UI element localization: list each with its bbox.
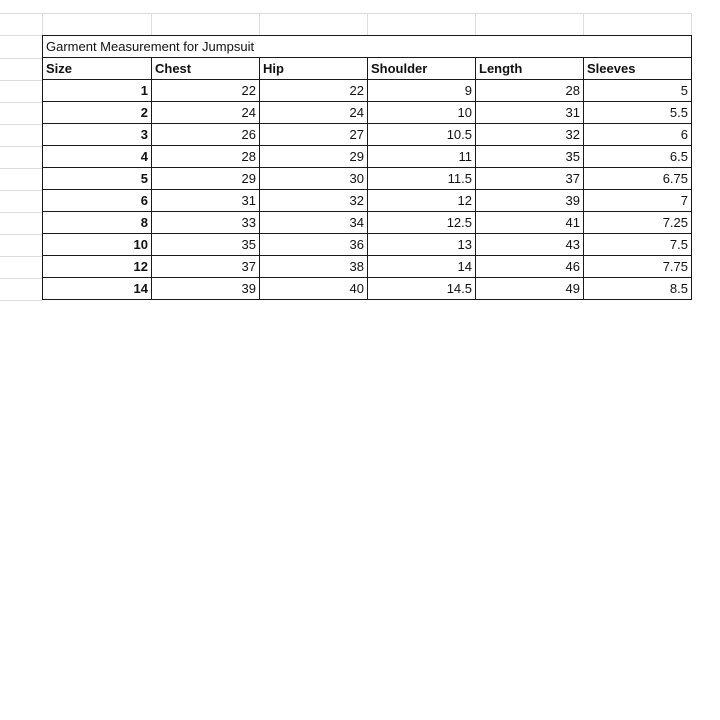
cell-size[interactable]: 2 [43, 102, 152, 124]
cell-length[interactable]: 43 [476, 234, 584, 256]
cell-hip[interactable]: 24 [260, 102, 368, 124]
table-row [43, 234, 692, 256]
cell-hip[interactable]: 30 [260, 168, 368, 190]
table-row [43, 168, 692, 190]
measurement-table [42, 35, 692, 300]
cell-size[interactable]: 10 [43, 234, 152, 256]
cell-length[interactable]: 31 [476, 102, 584, 124]
cell-chest[interactable]: 26 [152, 124, 260, 146]
cell-hip[interactable]: 22 [260, 80, 368, 102]
cell-shoulder[interactable]: 10.5 [368, 124, 476, 146]
cell-shoulder[interactable]: 12.5 [368, 212, 476, 234]
cell-chest[interactable]: 33 [152, 212, 260, 234]
table-row [43, 80, 692, 102]
cell-hip[interactable]: 32 [260, 190, 368, 212]
cell-length[interactable]: 49 [476, 278, 584, 300]
cell-hip[interactable]: 34 [260, 212, 368, 234]
cell-length[interactable]: 37 [476, 168, 584, 190]
cell-length[interactable]: 46 [476, 256, 584, 278]
cell-hip[interactable]: 40 [260, 278, 368, 300]
cell-shoulder[interactable]: 14 [368, 256, 476, 278]
cell-sleeves[interactable]: 5.5 [584, 102, 692, 124]
cell-shoulder[interactable]: 12 [368, 190, 476, 212]
cell-sleeves[interactable]: 6.5 [584, 146, 692, 168]
cell-chest[interactable]: 35 [152, 234, 260, 256]
table-row [43, 124, 692, 146]
table-row [43, 278, 692, 300]
cell-size[interactable]: 5 [43, 168, 152, 190]
cell-sleeves[interactable]: 7.5 [584, 234, 692, 256]
cell-length[interactable]: 39 [476, 190, 584, 212]
header-chest[interactable]: Chest [152, 58, 260, 80]
cell-hip[interactable]: 27 [260, 124, 368, 146]
cell-size[interactable]: 12 [43, 256, 152, 278]
cell-shoulder[interactable]: 10 [368, 102, 476, 124]
cell-shoulder[interactable]: 14.5 [368, 278, 476, 300]
cell-size[interactable]: 3 [43, 124, 152, 146]
header-row [43, 58, 692, 80]
cell-sleeves[interactable]: 7.75 [584, 256, 692, 278]
cell-chest[interactable]: 28 [152, 146, 260, 168]
header-length[interactable]: Length [476, 58, 584, 80]
cell-sleeves[interactable]: 6 [584, 124, 692, 146]
cell-sleeves[interactable]: 5 [584, 80, 692, 102]
header-size[interactable]: Size [43, 58, 152, 80]
cell-shoulder[interactable]: 11 [368, 146, 476, 168]
table-title[interactable]: Garment Measurement for Jumpsuit [43, 36, 692, 58]
cell-shoulder[interactable]: 13 [368, 234, 476, 256]
cell-shoulder[interactable]: 11.5 [368, 168, 476, 190]
cell-hip[interactable]: 36 [260, 234, 368, 256]
table-row [43, 190, 692, 212]
cell-size[interactable]: 14 [43, 278, 152, 300]
table-row [43, 256, 692, 278]
cell-chest[interactable]: 31 [152, 190, 260, 212]
cell-length[interactable]: 28 [476, 80, 584, 102]
cell-chest[interactable]: 29 [152, 168, 260, 190]
table-row [43, 102, 692, 124]
cell-hip[interactable]: 29 [260, 146, 368, 168]
cell-size[interactable]: 6 [43, 190, 152, 212]
cell-chest[interactable]: 24 [152, 102, 260, 124]
cell-sleeves[interactable]: 7.25 [584, 212, 692, 234]
cell-sleeves[interactable]: 6.75 [584, 168, 692, 190]
cell-sleeves[interactable]: 8.5 [584, 278, 692, 300]
cell-sleeves[interactable]: 7 [584, 190, 692, 212]
cell-length[interactable]: 35 [476, 146, 584, 168]
cell-length[interactable]: 41 [476, 212, 584, 234]
header-hip[interactable]: Hip [260, 58, 368, 80]
cell-hip[interactable]: 38 [260, 256, 368, 278]
title-row [43, 36, 692, 58]
header-shoulder[interactable]: Shoulder [368, 58, 476, 80]
table-row [43, 146, 692, 168]
cell-chest[interactable]: 37 [152, 256, 260, 278]
cell-size[interactable]: 1 [43, 80, 152, 102]
cell-length[interactable]: 32 [476, 124, 584, 146]
cell-size[interactable]: 8 [43, 212, 152, 234]
table-row [43, 212, 692, 234]
cell-chest[interactable]: 39 [152, 278, 260, 300]
cell-chest[interactable]: 22 [152, 80, 260, 102]
cell-size[interactable]: 4 [43, 146, 152, 168]
header-sleeves[interactable]: Sleeves [584, 58, 692, 80]
cell-shoulder[interactable]: 9 [368, 80, 476, 102]
